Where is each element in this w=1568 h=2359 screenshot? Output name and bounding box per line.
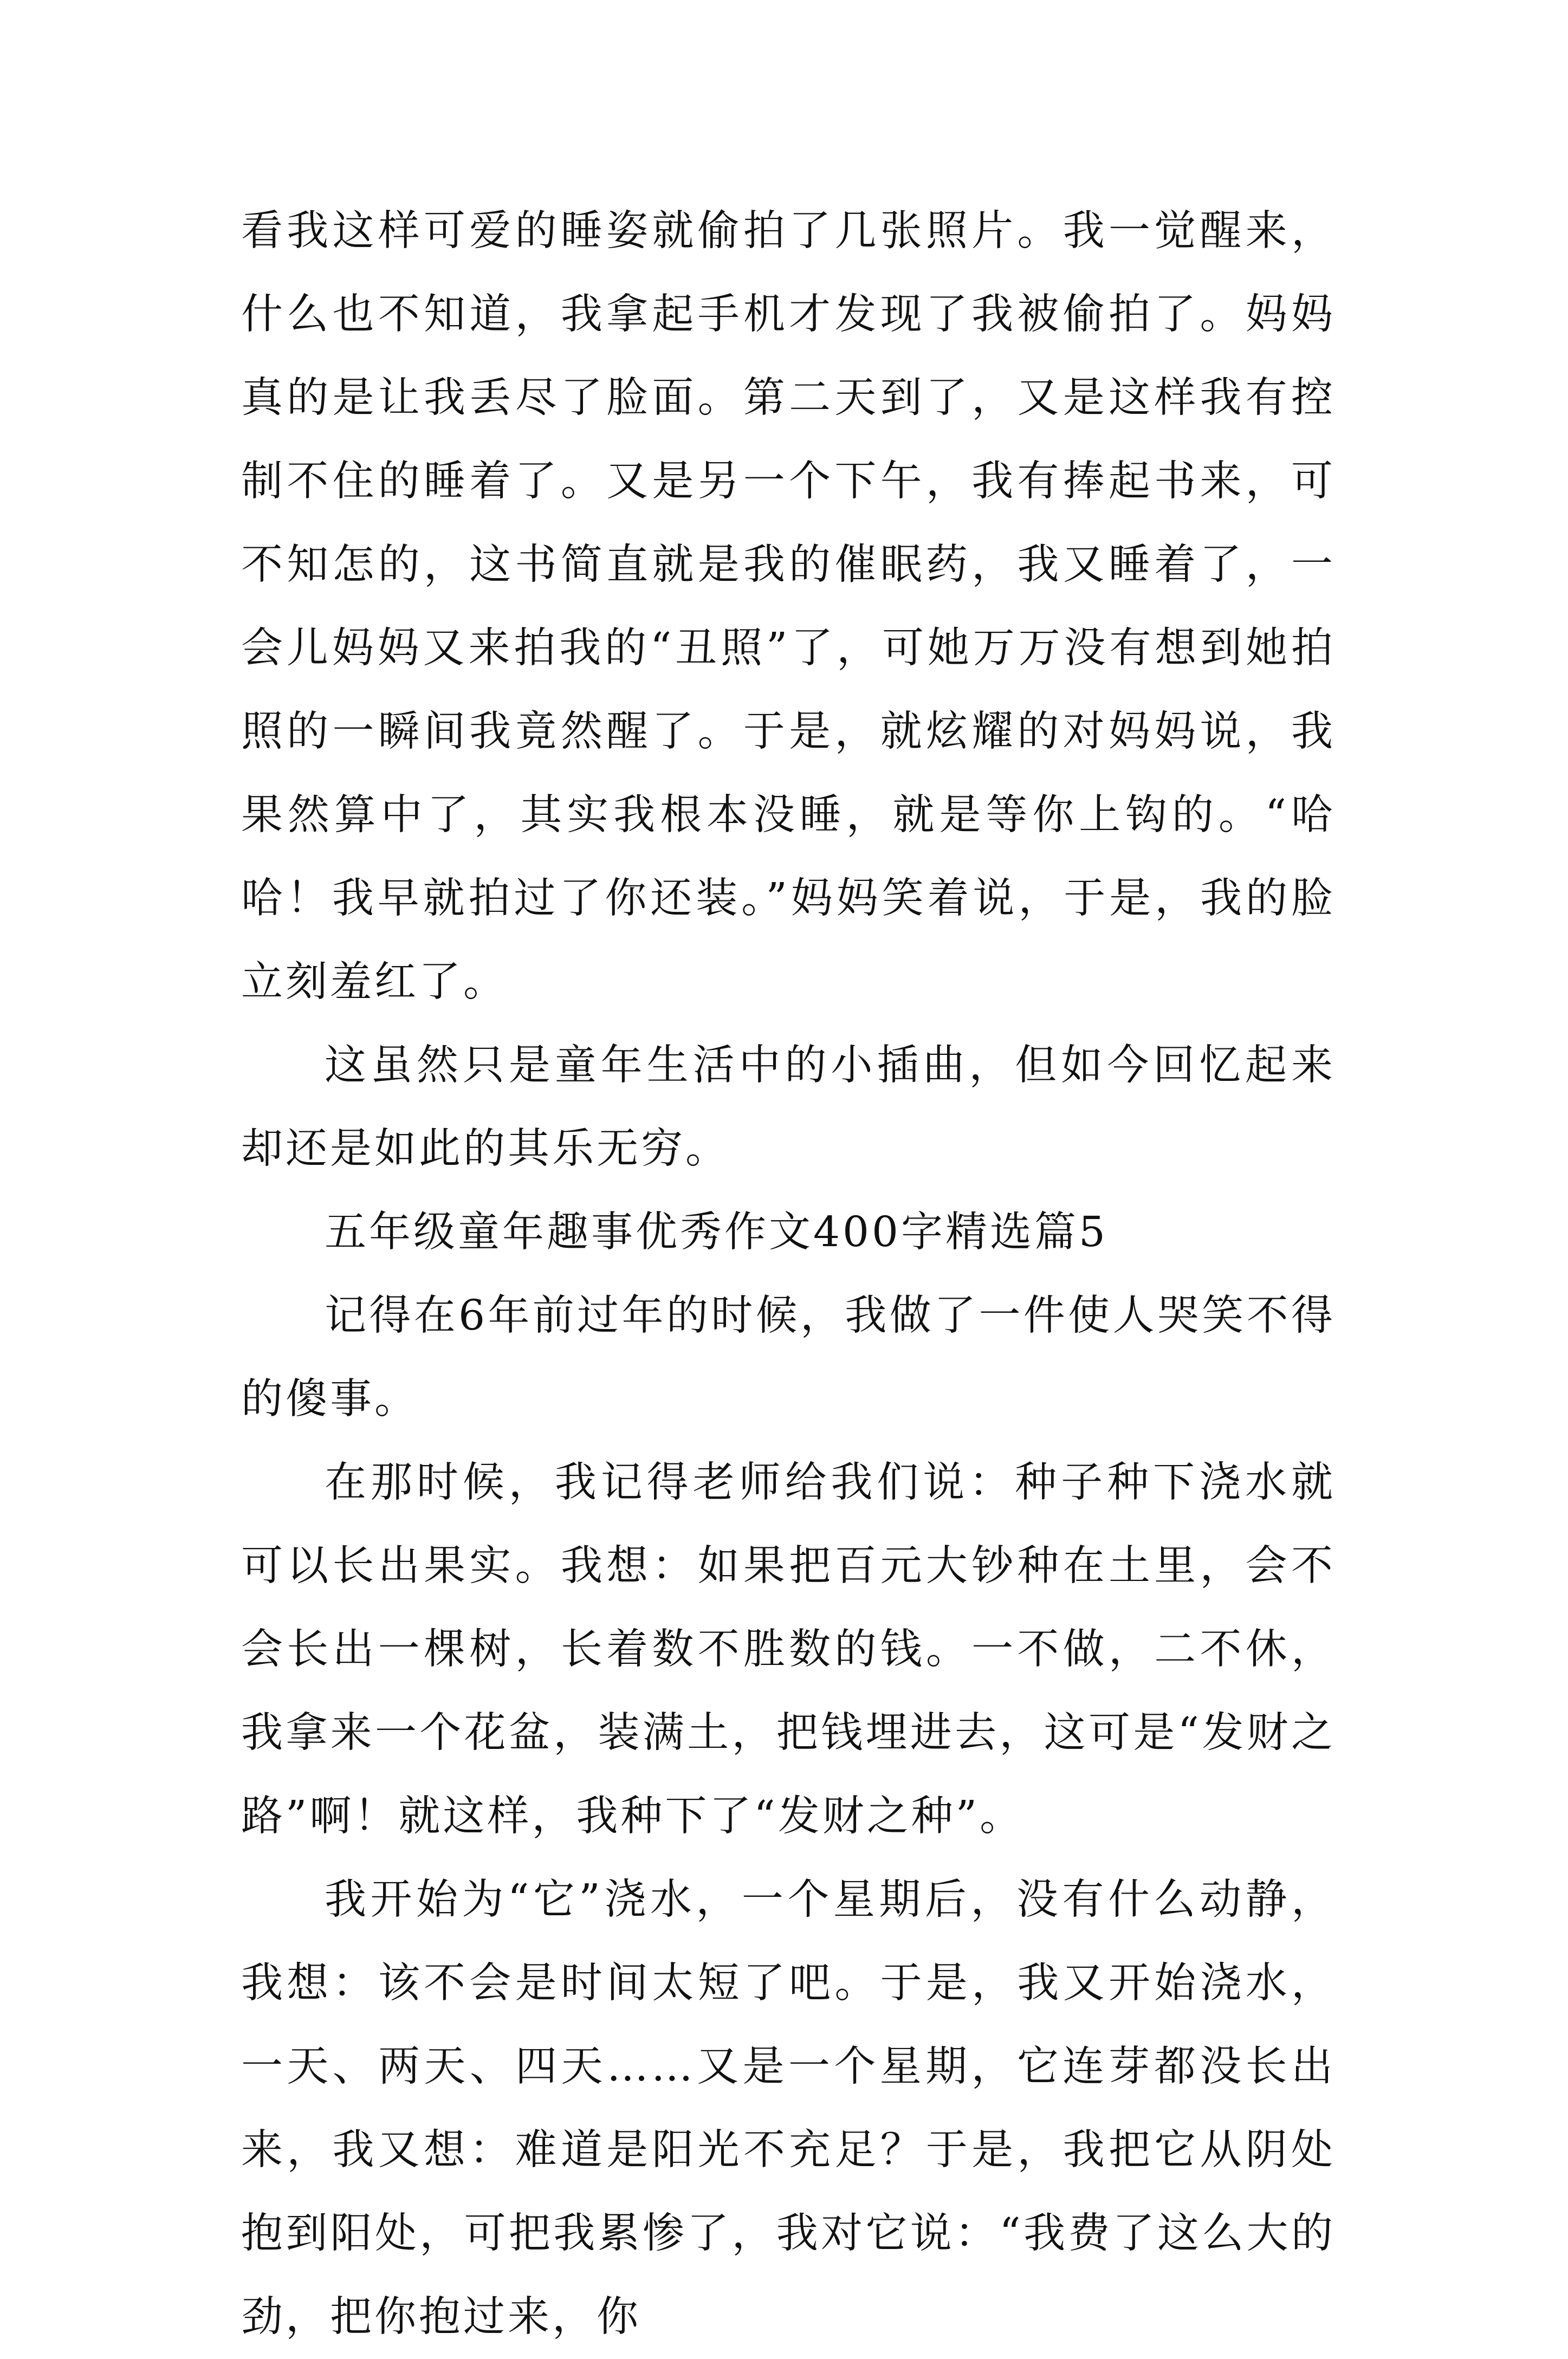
paragraph-3: 记得在6年前过年的时候，我做了一件使人哭笑不得的傻事。: [241, 1292, 1336, 1423]
paragraph-1: 看我这样可爱的睡姿就偷拍了几张照片。我一觉醒来，什么也不知道，我拿起手机才发现了我被偷拍了。妈妈真的是让我丢尽了脸面。第二天到了，又是这样我有控制不住的睡着了。又是另一个下午，我有捧起书来，可不知怎的，这书简直就是我的催眠药，我又睡着了，一会儿妈妈又来拍我的“丑照”了，可她万万没有想到她拍照的一瞬间我竟然醒了。于是，就炫耀的对妈妈说，我果然算中了，其实我根本没睡，就是等你上钩的。“哈哈！我早就拍过了你还装。”妈妈笑着说，于是，我的脸立刻羞红了。: [241, 207, 1336, 1006]
document-body: [241, 190, 1336, 2359]
section-heading: 五年级童年趣事优秀作文400字精选篇5: [325, 1208, 1108, 1256]
paragraph-2: 这虽然只是童年生活中的小插曲，但如今回忆起来却还是如此的其乐无穷。: [241, 1041, 1336, 1173]
paragraph-5: 我开始为“它”浇水，一个星期后，没有什么动静，我想：该不会是时间太短了吧。于是，我又开始浇水，一天、两天、四天……又是一个星期，它连芽都没长出来，我又想：难道是阳光不充足？于是，我把它从阴处抱到阳处，可把我累惨了，我对它说：“我费了这么大的劲，把你抱过来，你: [241, 1876, 1336, 2341]
paragraph-4: 在那时候，我记得老师给我们说：种子种下浇水就可以长出果实。我想：如果把百元大钞种在土里，会不会长出一棵树，长着数不胜数的钱。一不做，二不休，我拿来一个花盆，装满土，把钱埋进去，这可是“发财之路”啊！就这样，我种下了“发财之种”。: [241, 1459, 1336, 1840]
